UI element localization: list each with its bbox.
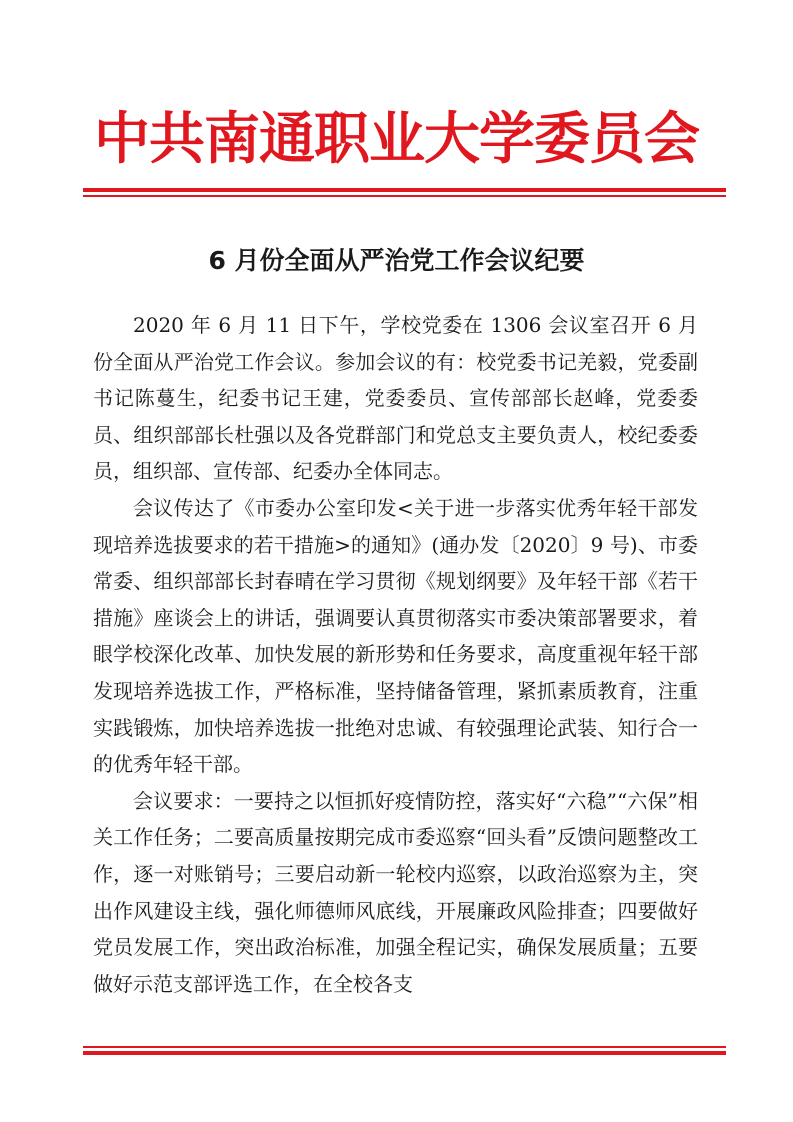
header-divider-thick xyxy=(83,188,726,192)
document-title: 6 月份全面从严治党工作会议纪要 xyxy=(208,246,585,275)
document-body xyxy=(93,307,698,1002)
footer-divider-thick xyxy=(83,1051,726,1055)
footer-divider-thin xyxy=(83,1046,726,1048)
header-divider-thin xyxy=(83,195,726,197)
paragraph-transmission: 会议传达了《市委办公室印发<关于进一步落实优秀年轻干部发现培养选拔要求的若干措施>的通知》(通办发〔2020〕9 号)、市委常委、组织部部长封春晴在学习贯彻《规划纲要》及年轻干部《若干措施》座谈会上的讲话，强调要认真贯彻落实市委决策部署要求，着眼学校深化改革、加快发展的新形势和任务要求，高度重视年轻干部发现培养选拔工作，严格标准，坚持储备管理，紧抓素质教育，注重实践锻炼，加快培养选拔一批绝对忠诚、有较强理论武装、知行合一的优秀年轻干部。 xyxy=(93,495,698,777)
paragraph-attendance: 2020 年 6 月 11 日下午，学校党委在 1306 会议室召开 6 月份全面从严治党工作会议。参加会议的有：校党委书记羌毅，党委副书记陈蔓生，纪委书记王建，党委委员、宣传部部长赵峰，党委委员、组织部部长杜强以及各党群部门和党总支主要负责人，校纪委委员，组织部、宣传部、纪委办全体同志。 xyxy=(93,313,698,484)
paragraph-requirements: 会议要求：一要持之以恒抓好疫情防控，落实好“六稳”“六保”相关工作任务；二要高质量按期完成市委巡察“回头看”反馈问题整改工作，逐一对账销号；三要启动新一轮校内巡察，以政治巡察为主，突出作风建设主线，强化师德师风底线，开展廉政风险排查；四要做好党员发展工作，突出政治标准，加强全程记实，确保发展质量；五要做好示范支部评选工作，在全校各支 xyxy=(93,788,698,996)
organization-header: 中共南通职业大学委员会 xyxy=(94,106,699,172)
